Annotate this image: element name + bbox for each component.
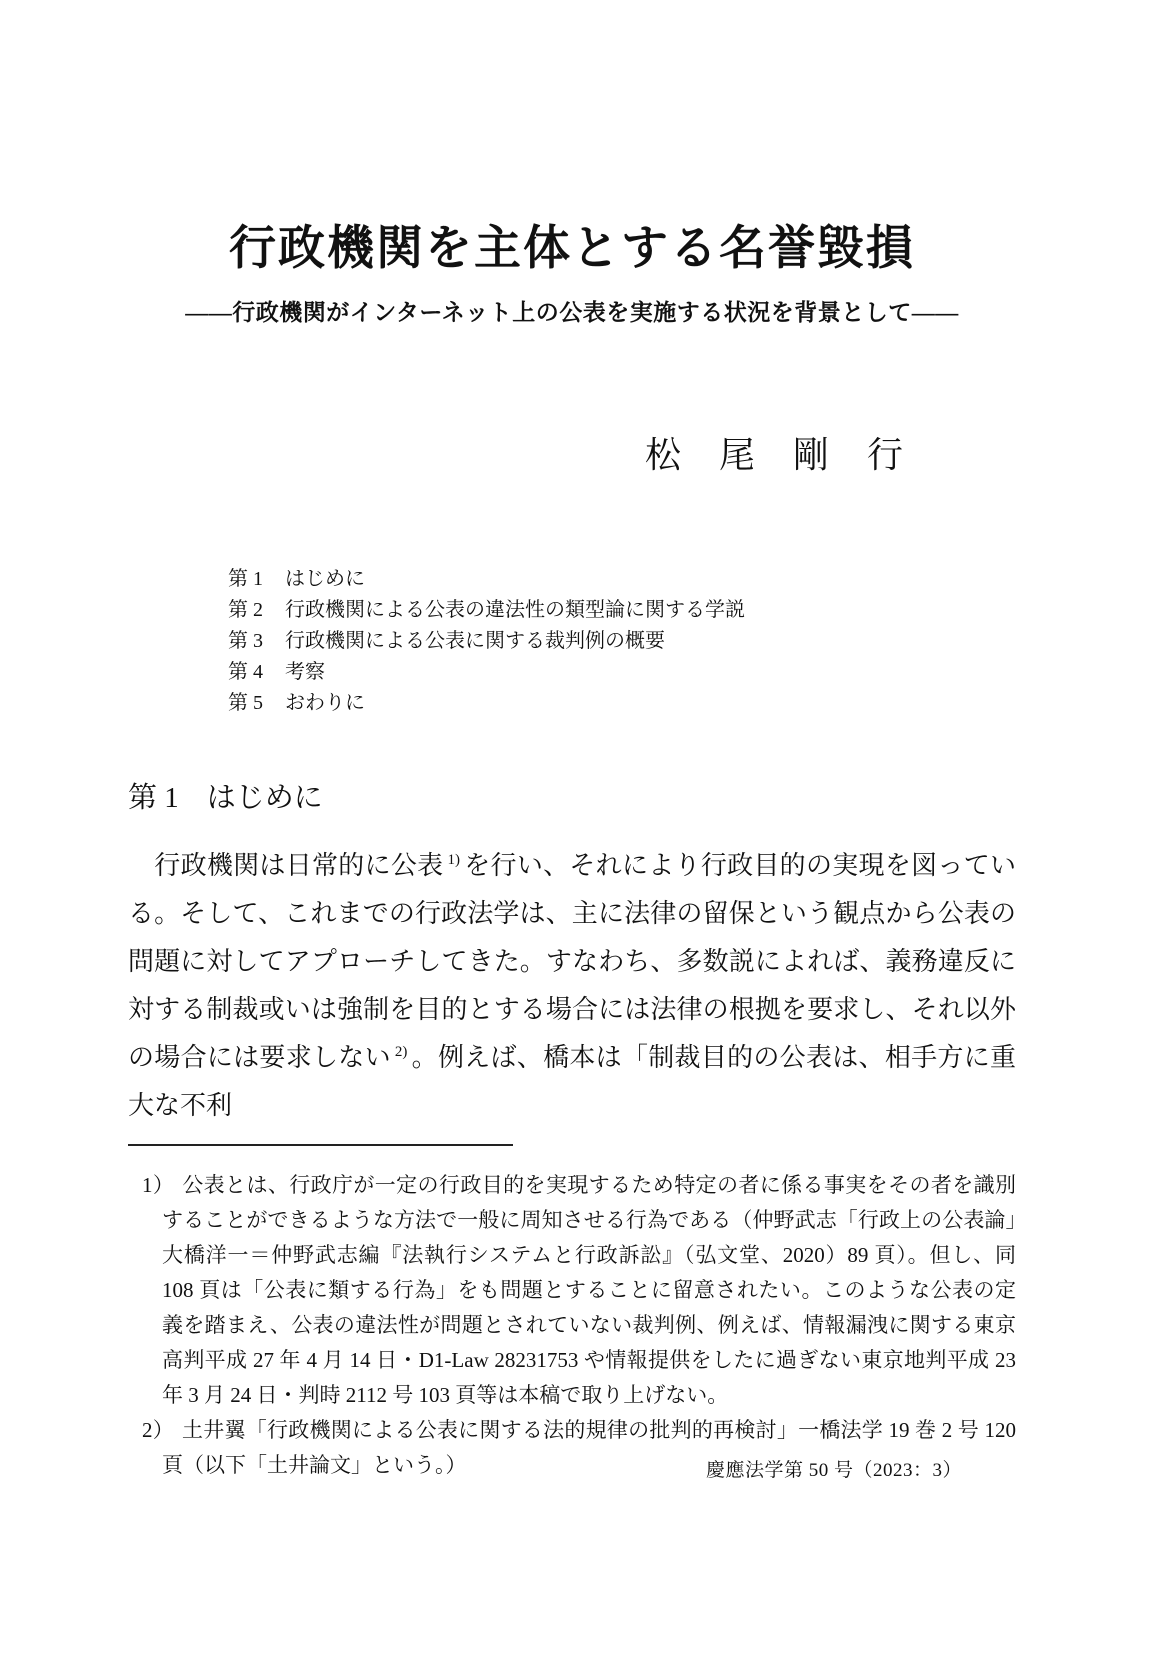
footnotes-section [128, 1168, 1016, 1483]
author-name: 松 尾 剛 行 [644, 435, 904, 476]
footnote-separator [128, 1144, 513, 1146]
toc-item-label: 行政機関による公表の違法性の類型論に関する学説 [285, 599, 745, 622]
section-number: 第 1 [128, 782, 179, 815]
toc-item-number: 第 3 [228, 630, 263, 653]
footnote-number: 1） [142, 1172, 175, 1197]
section-1-heading [128, 781, 1016, 816]
body-paragraph [128, 842, 1016, 1130]
footnote-text: 公表とは、行政庁が一定の行政目的を実現するため特定の者に係る事実をその者を識別することができるような方法で一般に周知させる行為である（仲野武志「行政上の公表論」大橋洋一＝仲野武志編『法執行システムと行政訴訟』（弘文堂、2020）89 頁）。但し、同 108 頁は「公表に類する行為」をも問題とすることに留意されたい。このような公表の定義を踏まえ、公表の違法性が問題とされていない裁判例、例えば、情報漏洩に関する東京高判平成 27 年 4 月 14 日・D1-Law 28231753 や情報提供をしたに過ぎない東京地判平成 23 年 3 月 24 日・判時 2112 号 103 頁等は本稿で取り上げない。 [162, 1172, 1017, 1407]
toc-item-number: 第 2 [228, 599, 263, 622]
paper-subtitle: ——行政機関がインターネット上の公表を実施する状況を背景として—— [185, 300, 959, 326]
toc-item-number: 第 4 [228, 661, 263, 684]
toc-item-2 [228, 595, 1016, 626]
toc-item-3 [228, 626, 1016, 657]
toc-item-label: 行政機関による公表に関する裁判例の概要 [285, 630, 665, 653]
toc-item-1 [228, 564, 1016, 595]
footnote-ref-2: 2) [394, 1044, 408, 1061]
toc-item-4 [228, 657, 1016, 688]
footnote-ref-1: 1) [447, 852, 460, 869]
toc-item-label: 考察 [285, 661, 325, 684]
footnote-text: 土井翼「行政機関による公表に関する法的規律の批判的再検討」一橋法学 19 巻 2 号 120 頁（以下「土井論文」という。） [162, 1417, 1017, 1477]
footnote-1 [142, 1168, 1017, 1413]
paper-title: 行政機関を主体とする名誉毀損 [229, 223, 915, 275]
body-text-segment: 。例えば、橋本は「制裁目的の公表は、相手方に重大な不利 [128, 1042, 1016, 1120]
toc-item-label: おわりに [285, 692, 365, 715]
toc-item-label: はじめに [285, 568, 365, 591]
table-of-contents [228, 564, 1016, 719]
body-text-segment: 行政機関は日常的に公表 [128, 850, 444, 880]
body-text-segment: を行い、それにより行政目的の実現を図っている。そして、これまでの行政法学は、主に法律の留保という観点から公表の問題に対してアプローチしてきた。すなわち、多数説によれば、義務違反に対する制裁或いは強制を目的とする場合には法律の根拠を要求し、それ以外の場合には要求しない [128, 850, 1016, 1072]
section-title: はじめに [206, 782, 323, 815]
toc-item-5 [228, 688, 1016, 719]
journal-footer: 慶應法学第 50 号（2023：3） [705, 1460, 962, 1481]
footnote-number: 2） [142, 1417, 174, 1442]
toc-item-number: 第 1 [228, 568, 263, 591]
toc-item-number: 第 5 [228, 692, 263, 715]
